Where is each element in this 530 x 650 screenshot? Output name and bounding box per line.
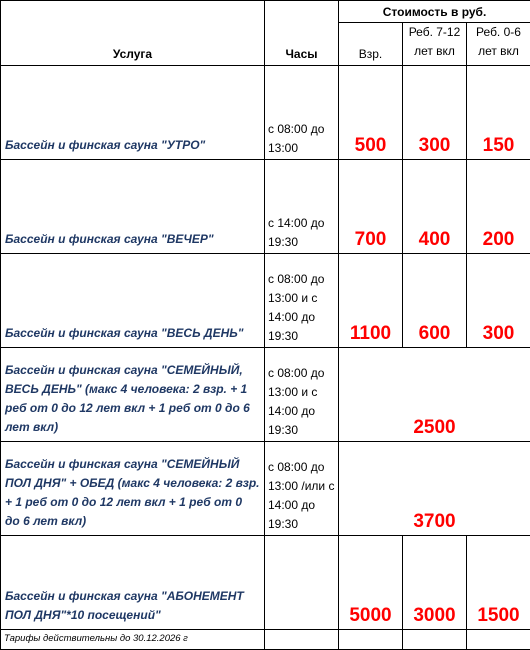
service-name: Бассейн и финская сауна "СЕМЕЙНЫЙ, ВЕСЬ ДЕНЬ" (макс 4 человека: 2 взр. + 1 реб от 0 до 12 лет вкл + 1 реб от 0 до 6 лет вкл)	[1, 348, 265, 442]
table-row	[1, 66, 530, 160]
service-name: Бассейн и финская сауна "СЕМЕЙНЫЙ ПОЛ ДНЯ" + ОБЕД (макс 4 человека: 2 взр. + 1 реб от 0 до 12 лет вкл + 1 реб от 0 до 6 лет вкл)	[1, 442, 265, 536]
empty-cell	[467, 630, 530, 650]
service-name: Бассейн и финская сауна "ВЕЧЕР"	[1, 160, 265, 254]
price-child-0-6: 1500	[467, 536, 530, 630]
price-adult: 1100	[339, 254, 403, 348]
header-adult: Взр.	[339, 23, 403, 66]
price-family-half-day: 3700	[339, 442, 530, 536]
table-row	[1, 536, 530, 630]
service-name: Бассейн и финская сауна "АБОНЕМЕНТ ПОЛ ДНЯ"*10 посещений"	[1, 536, 265, 630]
header-hours: Часы	[265, 1, 339, 66]
service-name: Бассейн и финская сауна "УТРО"	[1, 66, 265, 160]
price-child-0-6: 200	[467, 160, 530, 254]
header-child-0-6: Реб. 0-6 лет вкл	[467, 23, 530, 66]
empty-cell	[265, 630, 339, 650]
price-adult: 5000	[339, 536, 403, 630]
table-row	[1, 442, 530, 536]
empty-cell	[403, 630, 467, 650]
header-cost: Стоимость в руб.	[339, 1, 530, 23]
service-hours	[265, 536, 339, 630]
price-adult: 500	[339, 66, 403, 160]
price-child-0-6: 150	[467, 66, 530, 160]
header-service: Услуга	[1, 1, 265, 66]
tariff-validity-note: Тарифы действительны до 30.12.2026 г	[1, 630, 265, 650]
table-row	[1, 348, 530, 442]
price-family: 2500	[339, 348, 530, 442]
price-child-7-12: 600	[403, 254, 467, 348]
empty-cell	[339, 630, 403, 650]
service-hours: с 08:00 до 13:00 /или с 14:00 до 19:30	[265, 442, 339, 536]
service-hours: с 08:00 до 13:00	[265, 66, 339, 160]
service-hours: с 08:00 до 13:00 и с 14:00 до 19:30	[265, 254, 339, 348]
header-child-7-12: Реб. 7-12 лет вкл	[403, 23, 467, 66]
table-row	[1, 254, 530, 348]
service-hours: с 08:00 до 13:00 и с 14:00 до 19:30	[265, 348, 339, 442]
price-child-7-12: 400	[403, 160, 467, 254]
table-row	[1, 160, 530, 254]
price-child-7-12: 300	[403, 66, 467, 160]
price-child-7-12: 3000	[403, 536, 467, 630]
service-name: Бассейн и финская сауна "ВЕСЬ ДЕНЬ"	[1, 254, 265, 348]
price-adult: 700	[339, 160, 403, 254]
price-child-0-6: 300	[467, 254, 530, 348]
service-hours: с 14:00 до 19:30	[265, 160, 339, 254]
